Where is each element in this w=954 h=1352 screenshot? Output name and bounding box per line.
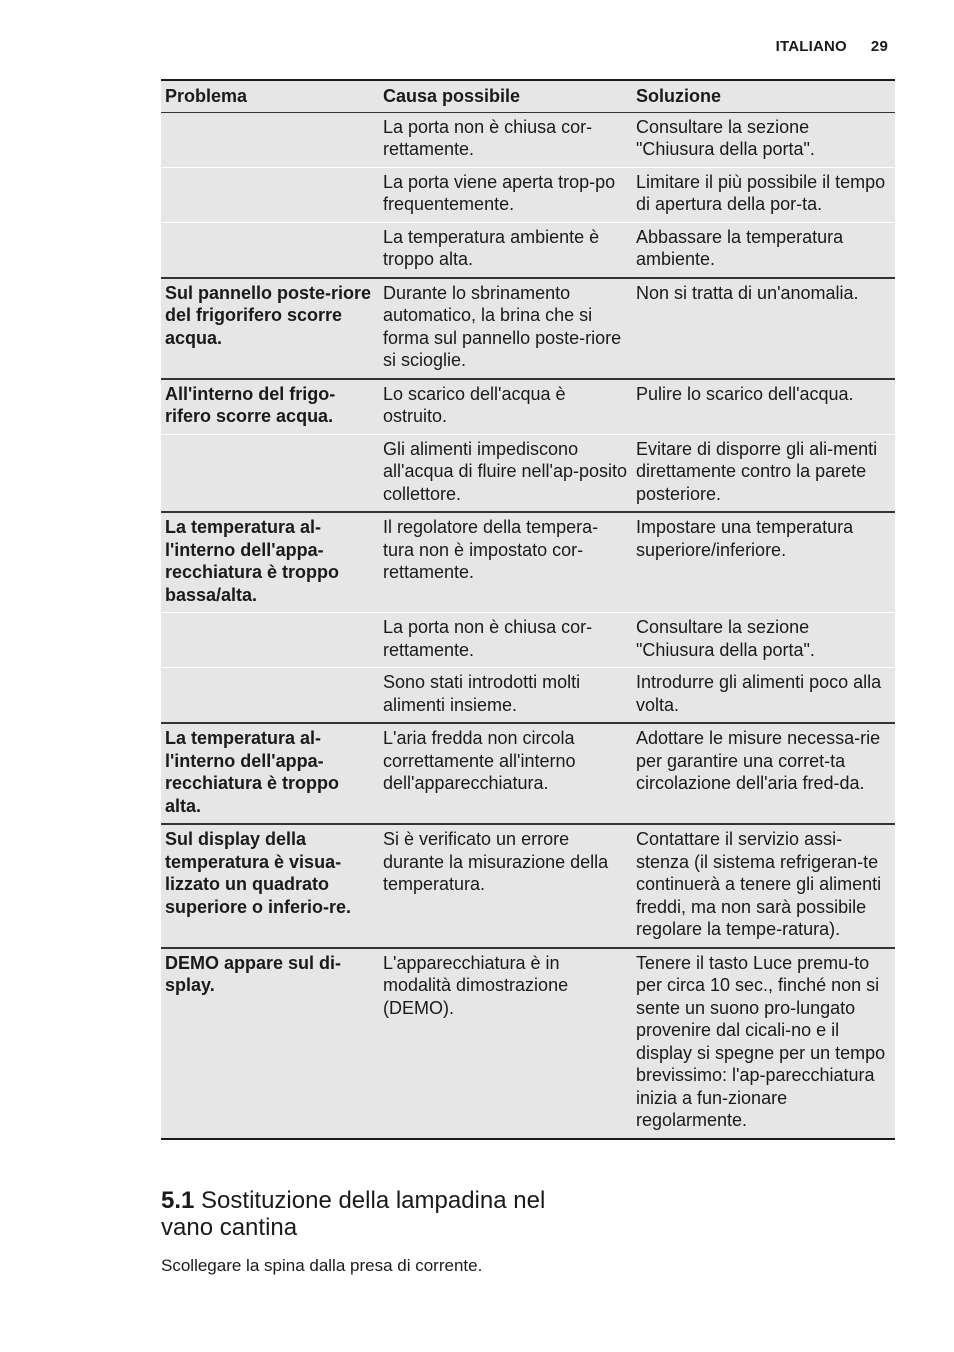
cause-cell: Durante lo sbrinamento automatico, la brina che si forma sul pannello poste-riore si scioglie.	[383, 282, 622, 370]
page-header	[776, 38, 888, 55]
problem-cell: La temperatura al-l'interno dell'appa-recchiatura è troppo bassa/alta.	[165, 517, 340, 605]
cause-cell: Sono stati introdotti molti alimenti insieme.	[383, 672, 581, 715]
problem-cell: Sul display della temperatura è visua-lizzato un quadrato superiore o inferio-re.	[165, 829, 352, 917]
cause-cell: La porta non è chiusa cor-rettamente.	[383, 617, 593, 660]
problem-cell	[161, 613, 379, 668]
column-header-solution: Soluzione	[636, 86, 721, 106]
section-title: Sostituzione della lampadina nel vano cantina	[161, 1187, 546, 1241]
table-row	[161, 824, 895, 948]
table-row	[161, 222, 895, 278]
cause-cell: L'aria fredda non circola correttamente all'interno dell'apparecchiatura.	[383, 728, 576, 793]
cause-cell: La temperatura ambiente è troppo alta.	[383, 226, 600, 269]
cause-cell: La porta viene aperta trop-po frequentemente.	[383, 171, 616, 214]
problem-cell	[161, 112, 379, 167]
problem-cell: Sul pannello poste-riore del frigorifero scorre acqua.	[165, 282, 372, 348]
solution-cell: Introdurre gli alimenti poco alla volta.	[636, 672, 882, 715]
table-row	[161, 167, 895, 222]
solution-cell: Non si tratta di un'anomalia.	[636, 282, 859, 303]
solution-cell: Contattare il servizio assi-stenza (il sistema refrigeran-te continuerà a tenere gli alimenti freddi, ma non sarà possibile regolare la tempe-ratura).	[636, 829, 882, 939]
problem-cell	[161, 167, 379, 222]
table-row	[161, 112, 895, 167]
solution-cell: Tenere il tasto Luce premu-to per circa 10 sec., finché non si sente un suono pro-lungato provenire dal cicali-no e il display si spegne per un tempo brevissimo: l'ap-parecchiatura inizia a fun-zionare regolarmente.	[636, 952, 886, 1130]
cause-cell: La porta non è chiusa cor-rettamente.	[383, 116, 593, 159]
table-row	[161, 668, 895, 724]
section-body-text: Scollegare la spina dalla presa di corrente.	[161, 1256, 483, 1275]
column-header-cause: Causa possibile	[383, 86, 521, 106]
language-label: ITALIANO	[775, 38, 847, 55]
problem-cell: La temperatura al-l'interno dell'appa-recchiatura è troppo alta.	[165, 728, 340, 816]
cause-cell: L'apparecchiatura è in modalità dimostrazione (DEMO).	[383, 952, 569, 1018]
problem-cell: All'interno del frigo-rifero scorre acqua.	[165, 383, 336, 426]
page-number: 29	[870, 38, 888, 55]
table-row	[161, 948, 895, 1139]
solution-cell: Consultare la sezione "Chiusura della porta".	[636, 116, 815, 159]
problem-cell: DEMO appare sul di-splay.	[165, 952, 342, 995]
troubleshooting-table	[161, 79, 895, 1140]
problem-cell	[161, 668, 379, 724]
problem-cell	[161, 222, 379, 278]
table-row	[161, 379, 895, 435]
table-header-row	[161, 80, 895, 112]
cause-cell: Si è verificato un errore durante la misurazione della temperatura.	[383, 829, 609, 894]
cause-cell: Gli alimenti impediscono all'acqua di fluire nell'ap-posito collettore.	[383, 438, 628, 504]
table-row	[161, 723, 895, 824]
problem-cell	[161, 434, 379, 512]
solution-cell: Adottare le misure necessa-rie per garantire una corret-ta circolazione dell'aria fred-da.	[636, 728, 881, 793]
column-header-problem: Problema	[165, 86, 248, 106]
section-heading	[161, 1187, 561, 1241]
cause-cell: Lo scarico dell'acqua è ostruito.	[383, 383, 566, 426]
table-row	[161, 613, 895, 668]
section-number: 5.1	[161, 1187, 195, 1214]
table-row	[161, 278, 895, 379]
solution-cell: Abbassare la temperatura ambiente.	[636, 226, 844, 269]
table-row	[161, 434, 895, 512]
cause-cell: Il regolatore della tempera-tura non è impostato cor-rettamente.	[383, 517, 599, 582]
solution-cell: Evitare di disporre gli ali-menti direttamente contro la parete posteriore.	[636, 438, 878, 504]
solution-cell: Pulire lo scarico dell'acqua.	[636, 383, 854, 404]
solution-cell: Limitare il più possibile il tempo di apertura della por-ta.	[636, 171, 886, 214]
solution-cell: Impostare una temperatura superiore/inferiore.	[636, 517, 854, 560]
table-row	[161, 512, 895, 613]
solution-cell: Consultare la sezione "Chiusura della porta".	[636, 617, 815, 660]
